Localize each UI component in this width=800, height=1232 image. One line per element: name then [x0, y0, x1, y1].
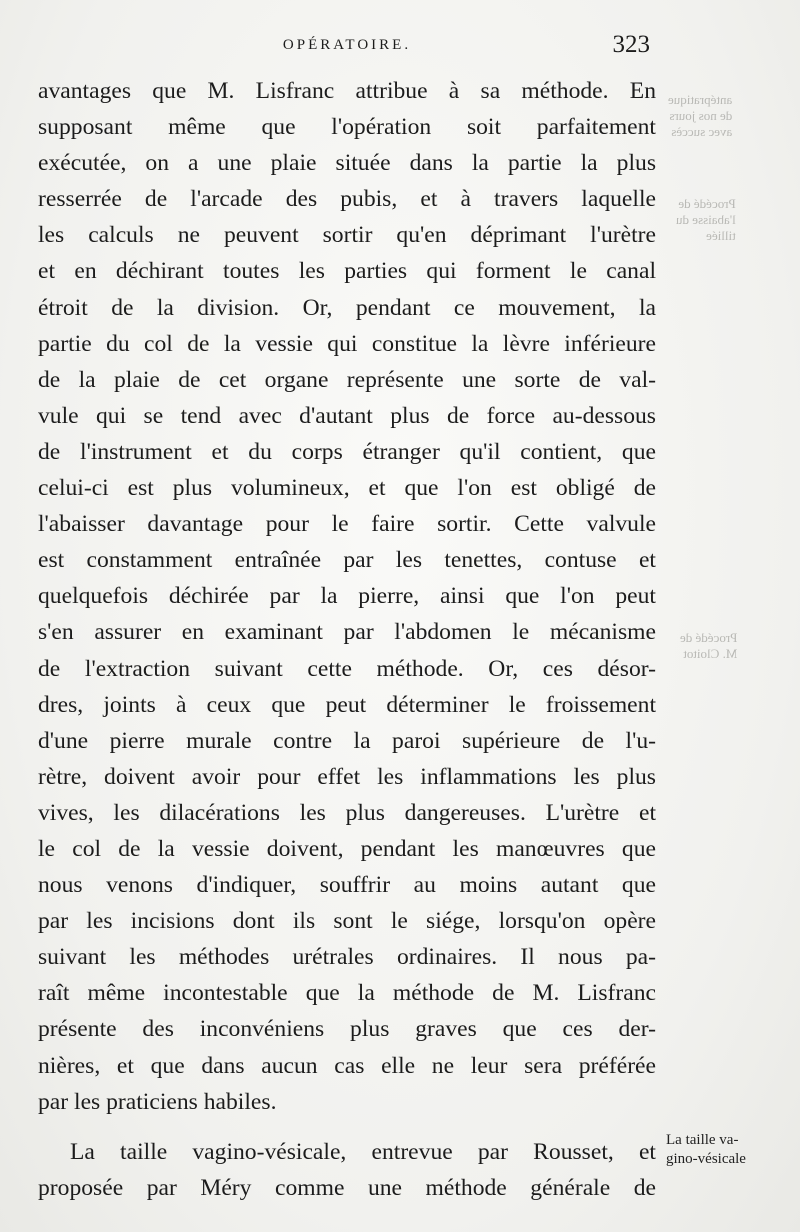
text-line: de l'extraction suivant cette méthode. Or, ces désor-: [38, 655, 656, 682]
text-line: avantages que M. Lisfranc attribue à sa méthode. En: [38, 78, 656, 104]
text-line: nières, et que dans aucun cas elle ne leur sera préférée: [38, 1052, 656, 1079]
text-line: proposée par Méry comme une méthode générale de: [38, 1174, 656, 1201]
text-line: La taille vagino-vésicale, entrevue par Rousset, et: [70, 1138, 656, 1165]
text-line: les calculs ne peuvent sortir qu'en déprimant l'urètre: [38, 222, 656, 249]
text-line: d'une pierre murale contre la paroi supérieure de l'u-: [38, 727, 656, 754]
page-number: 323: [612, 31, 650, 58]
text-line: exécutée, on a une plaie située dans la partie la plus: [38, 150, 656, 177]
text-line: de la plaie de cet organe représente une sorte de val-: [38, 366, 656, 393]
text-line: le col de la vessie doivent, pendant les manœuvres que: [38, 835, 656, 862]
text-line: vule qui se tend avec d'autant plus de force au-dessous: [38, 402, 656, 429]
margin-note-line: La taille va-: [666, 1132, 739, 1148]
page-header: [38, 33, 656, 63]
text-line: l'abaisser davantage pour le faire sortir. Cette valvule: [38, 511, 656, 538]
text-line: nous venons d'indiquer, souffrir au moins autant que: [38, 872, 656, 899]
text-line: suivant les méthodes urétrales ordinaires. Il nous pa-: [38, 944, 656, 971]
text-line: de l'instrument et du corps étranger qu'il contient, que: [38, 438, 656, 465]
text-line: rètre, doivent avoir pour effet les inflammations les plus: [38, 763, 656, 790]
text-line: resserrée de l'arcade des pubis, et à travers laquelle: [38, 186, 656, 213]
text-line: étroit de la division. Or, pendant ce mouvement, la: [38, 294, 656, 321]
text-line: partie du col de la vessie qui constitue la lèvre inférieure: [38, 330, 656, 357]
text-line: quelquefois déchirée par la pierre, ainsi que l'on peut: [38, 583, 656, 610]
text-line: supposant même que l'opération soit parfaitement: [38, 114, 656, 141]
text-line: par les praticiens habiles.: [38, 1088, 277, 1115]
bleed-through-text-2: Procédé de l'abaisse du tilliée: [676, 196, 736, 243]
text-line: celui-ci est plus volumineux, et que l'on est obligé de: [38, 475, 656, 502]
text-line: s'en assurer en examinant par l'abdomen le mécanisme: [38, 619, 656, 646]
margin-note: [666, 1131, 796, 1169]
text-line: vives, les dilacérations les plus dangereuses. L'urètre et: [38, 799, 656, 826]
bleed-through-text-1: antépratique de nos jours avec succès: [668, 92, 733, 139]
bleed-through-text-3: Procédé de M. Cloitot: [680, 630, 738, 661]
text-line: par les incisions dont ils sont le siége, lorsqu'on opère: [38, 908, 656, 935]
body-text: [38, 73, 656, 1206]
margin-note-line: gino-vésicale: [666, 1151, 746, 1167]
text-line: est constamment entraînée par les tenettes, contuse et: [38, 547, 656, 574]
text-line: et en déchirant toutes les parties qui forment le canal: [38, 258, 656, 285]
text-line: présente des inconvéniens plus graves que ces der-: [38, 1016, 656, 1043]
text-line: dres, joints à ceux que peut déterminer le froissement: [38, 691, 656, 718]
running-head: OPÉRATOIRE.: [282, 37, 412, 53]
text-line: raît même incontestable que la méthode de M. Lisfranc: [38, 980, 656, 1007]
paragraph-gap: [38, 1120, 656, 1134]
